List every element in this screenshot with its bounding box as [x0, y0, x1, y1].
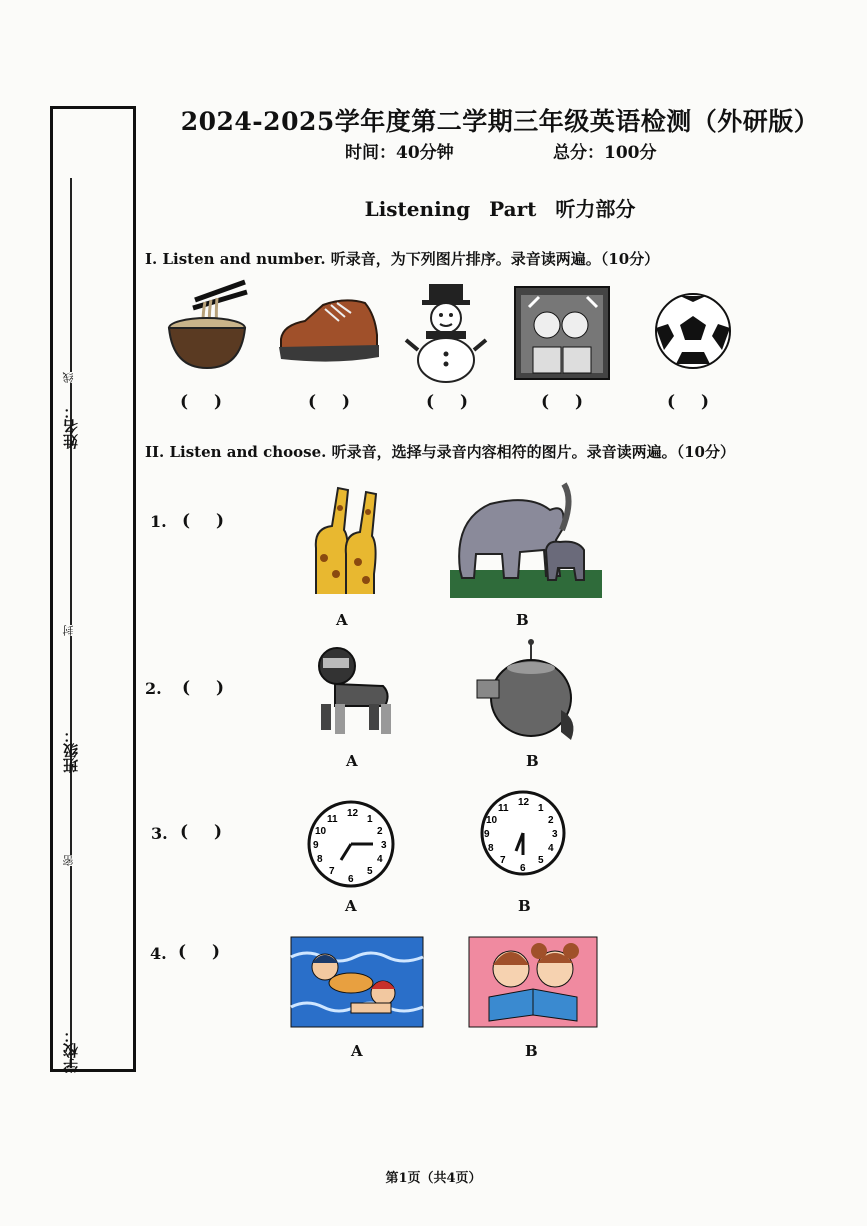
robot-dog-icon: [305, 644, 395, 736]
reading-kids-icon: [469, 937, 597, 1027]
exam-total: 总分：100分: [553, 143, 657, 163]
svg-text:10: 10: [486, 815, 498, 826]
class-field-label: 班级：: [62, 728, 80, 773]
page-footer: 第1页（共4页）: [385, 1171, 482, 1186]
svg-text:3: 3: [552, 829, 558, 840]
page-title: 2024-2025学年度第二学期三年级英语检测（外研版）: [180, 107, 820, 136]
svg-text:1: 1: [367, 814, 373, 825]
svg-text:10: 10: [315, 826, 327, 837]
binding-line: [70, 178, 72, 1068]
svg-text:12: 12: [347, 808, 359, 819]
answer-paren[interactable]: ( ): [541, 392, 594, 412]
option-label-b: B: [518, 897, 531, 915]
elephants-icon: [450, 480, 605, 600]
option-label-a: A: [346, 752, 358, 770]
shoe-icon: [275, 295, 380, 365]
svg-text:9: 9: [484, 829, 490, 840]
svg-text:7: 7: [329, 866, 335, 877]
svg-text:4: 4: [377, 854, 383, 865]
option-label-b: B: [526, 752, 539, 770]
option-label-a: A: [345, 897, 357, 915]
part-title: Listening Part 听力部分: [364, 197, 636, 221]
swimming-kids-icon: [291, 937, 423, 1027]
clock-three-icon: [307, 800, 395, 888]
svg-text:6: 6: [348, 874, 354, 885]
snowman-icon: [404, 282, 489, 382]
question-number: 2.: [145, 679, 162, 698]
clock-six-icon: [480, 789, 566, 877]
svg-text:12: 12: [518, 797, 530, 808]
answer-paren[interactable]: ( ): [180, 822, 233, 842]
svg-text:2: 2: [377, 826, 383, 837]
svg-text:1: 1: [538, 803, 544, 814]
svg-text:8: 8: [317, 854, 323, 865]
seal-char-line: 线: [62, 372, 75, 383]
svg-text:3: 3: [381, 840, 387, 851]
svg-text:2: 2: [548, 815, 554, 826]
question-number: 4.: [150, 944, 167, 963]
svg-text:6: 6: [520, 863, 526, 874]
svg-text:5: 5: [538, 855, 544, 866]
answer-paren[interactable]: ( ): [182, 511, 235, 531]
svg-text:11: 11: [327, 814, 338, 825]
chinese-new-year-icon: [515, 287, 609, 379]
giraffes-icon: [302, 478, 386, 594]
option-label-b: B: [525, 1042, 538, 1060]
answer-paren[interactable]: ( ): [308, 392, 361, 412]
school-field-label: 学校：: [62, 1028, 80, 1073]
option-label-a: A: [351, 1042, 363, 1060]
svg-text:5: 5: [367, 866, 373, 877]
question-number: 1.: [150, 512, 167, 531]
answer-paren[interactable]: ( ): [178, 942, 231, 962]
section1-heading: I. Listen and number. 听录音，为下列图片排序。录音读两遍。（10分）: [145, 250, 660, 268]
seal-char-close: 密: [62, 855, 75, 866]
binding-margin: [50, 106, 136, 1072]
svg-text:8: 8: [488, 843, 494, 854]
option-label-b: B: [516, 611, 529, 629]
section2-heading: II. Listen and choose. 听录音，选择与录音内容相符的图片。录音读两遍。（10分）: [145, 443, 735, 461]
robot-ball-icon: [475, 640, 585, 744]
answer-paren[interactable]: ( ): [182, 678, 235, 698]
svg-text:11: 11: [498, 803, 509, 814]
noodles-icon: [165, 280, 255, 370]
seal-char-seal: 封: [62, 625, 75, 636]
answer-paren[interactable]: ( ): [180, 392, 233, 412]
football-icon: [654, 292, 732, 370]
question-number: 3.: [151, 824, 168, 843]
svg-text:4: 4: [548, 843, 554, 854]
answer-paren[interactable]: ( ): [667, 392, 720, 412]
exam-time: 时间：40分钟: [345, 143, 454, 163]
name-field-label: 姓名：: [62, 404, 80, 449]
svg-text:7: 7: [500, 855, 506, 866]
option-label-a: A: [336, 611, 348, 629]
answer-paren[interactable]: ( ): [426, 392, 479, 412]
svg-text:9: 9: [313, 840, 319, 851]
